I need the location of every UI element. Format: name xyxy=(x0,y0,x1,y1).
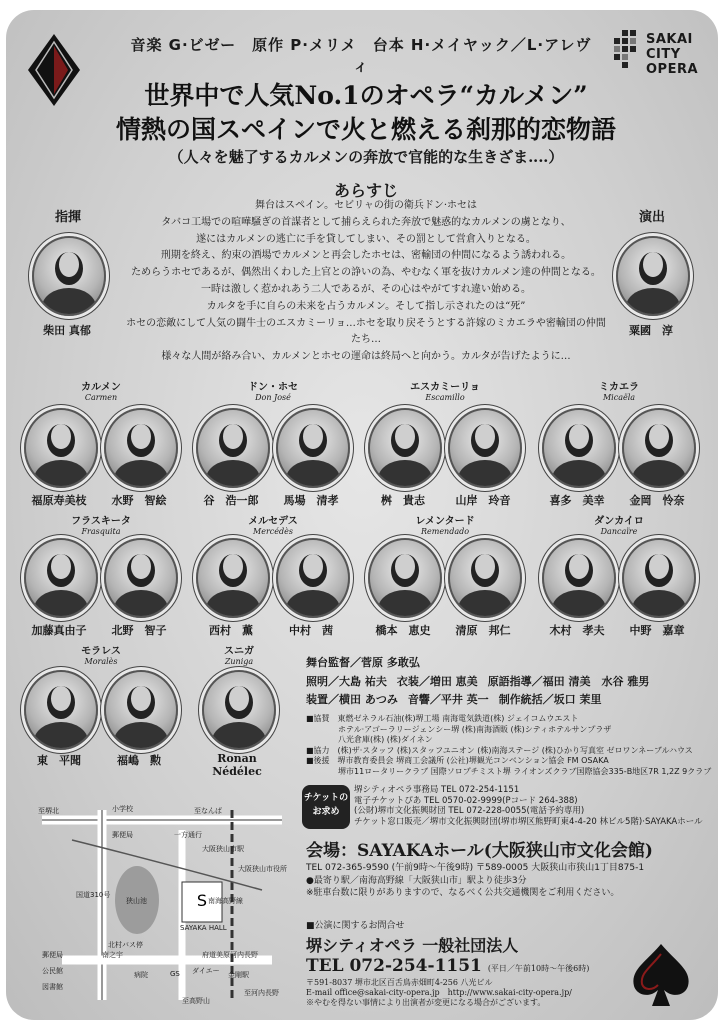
main-title-line2: 情熱の国スペインで火と燃える刹那的恋物語 xyxy=(115,115,616,144)
sponsor-line: 八光倉庫(株) (株)ダイネン xyxy=(306,735,433,744)
logo-line3: OPERA xyxy=(646,62,699,77)
venue-name: 会場：SAYAKAホール(大阪狭山市文化会館) xyxy=(306,841,653,861)
role-dancairo: ダンカイロ Dancaïre xyxy=(594,516,644,536)
staff-item: 衣装／増田 恵美 xyxy=(396,674,478,688)
portrait xyxy=(104,538,178,618)
director-name: 粟國 淳 xyxy=(629,324,673,337)
map-roads xyxy=(32,800,294,1008)
logo-text xyxy=(646,32,698,77)
map-label: GS xyxy=(170,970,180,978)
role-micaela: ミカエラ Micaëla xyxy=(599,382,639,402)
map-label: 郵便局 xyxy=(42,951,63,959)
tel-hours: (平日／午前10時〜午後6時) xyxy=(487,964,590,973)
venue-parking: ※駐車台数に限りがありますので、なるべく公共交通機関をご利用ください。 xyxy=(306,888,620,898)
credits: 音楽 G·ビゼー 原作 P·メリメ 台本 H·メイヤック／L·アレヴィ xyxy=(130,36,592,75)
access-map xyxy=(32,800,294,1008)
map-label: 国道310号 xyxy=(76,891,111,899)
portrait xyxy=(448,538,522,618)
synopsis-line: 刑期を終え、約束の酒場でカルメンと再会したホセは、密輸団の仲間になるよう誘われる。 xyxy=(160,250,572,262)
singer-name: 馬場 清孝 xyxy=(283,494,339,507)
ticket-info xyxy=(354,785,714,827)
staff-list xyxy=(306,654,706,710)
organizer xyxy=(306,918,626,1008)
spade-icon xyxy=(626,940,696,1010)
map-label: 大阪狭山市駅 xyxy=(202,845,244,853)
singer-name: 加藤真由子 xyxy=(31,624,87,637)
portrait xyxy=(24,538,98,618)
map-label: 小学校 xyxy=(112,805,133,813)
sponsor-line: ■協賛 東燃ゼネラル石油(株)堺工場 南海電気鉄道(株) ジェイコムウエスト xyxy=(306,714,579,723)
singer-name: 金岡 怜奈 xyxy=(629,494,685,507)
portrait xyxy=(622,408,696,488)
synopsis-line: タバコ工場での喧嘩騒ぎの首謀者として捕らえられた奔放で魅惑的なカルメンの虜となり、 xyxy=(161,216,571,228)
map-label: 狭山池 xyxy=(126,897,147,905)
ticket-line: 堺シティオペラ事務局 TEL 072-254-1151 xyxy=(354,785,520,795)
director-role: 演出 xyxy=(638,210,665,225)
synopsis-line: 遂にはカルメンの逃亡に手を貸してしまい、その罰として営倉入りとなる。 xyxy=(196,233,536,245)
portrait xyxy=(24,408,98,488)
singer-name: 木村 孝夫 xyxy=(549,624,605,637)
portrait xyxy=(202,670,276,750)
singer-name: 中野 嘉章 xyxy=(629,624,685,637)
map-label: 南海高野線 xyxy=(208,897,243,905)
portrait xyxy=(196,408,270,488)
sakai-city-opera-logo-icon xyxy=(612,30,642,70)
sponsor-line: ■協力 (株)ザ·スタッフ (株)スタッフユニオン (株)南海ステージ (株)ひかり写真室 ゼロワンネーブルハウス xyxy=(306,745,693,755)
map-label: ダイエー xyxy=(192,967,220,975)
portrait xyxy=(104,408,178,488)
singer-name: 福原寿美枝 xyxy=(31,494,87,507)
portrait xyxy=(542,538,616,618)
portrait xyxy=(276,538,350,618)
sponsor-line: 堺市11ロータリークラブ 国際ソロプチミスト堺 ライオンズクラブ国際協会335-B地区7R 1,2Z 9クラブ xyxy=(306,766,712,776)
ticket-line: チケット窓口販売／堺市文化振興財団(堺市堺区熊野町東4-4-20 林ビル5階)·SAYAKAホール xyxy=(354,816,703,827)
role-escamillo: エスカミーリョ Escamillo xyxy=(410,382,480,402)
flyer xyxy=(6,10,718,1020)
conductor-name: 柴田 真郁 xyxy=(43,324,91,337)
organizer-name: 堺シティオペラ 一般社団法人 xyxy=(306,936,519,955)
synopsis-heading: あらすじ xyxy=(333,181,398,200)
director-portrait xyxy=(616,236,690,316)
singer-name: 北野 智子 xyxy=(111,624,167,637)
role-don-jose: ドン・ホセ Don José xyxy=(248,382,298,402)
logo-line2: CITY xyxy=(646,47,681,62)
singer-name: 橋本 恵史 xyxy=(375,624,431,637)
venue-tel: TEL 072-365-9590 (午前9時〜午後9時) 〒589-0005 大阪狭山市狭山1丁目875-1 xyxy=(306,863,645,873)
singer-name: Ronan Nédélec xyxy=(212,752,262,778)
map-label: 府道美原河内長野 xyxy=(202,951,258,959)
portrait xyxy=(104,670,178,750)
svg-text:S: S xyxy=(196,891,208,910)
role-zuniga: スニガ Zuniga xyxy=(224,646,254,666)
sponsor-list xyxy=(306,714,716,777)
synopsis-line: ホセの恋敵にして人気の闘牛士のエスカミーリョ…ホセを取り戻そうとする許嫁のミカエラや密輸団の仲間たち… xyxy=(126,317,606,346)
sponsor-line: ホテル·アゴーラリージェンシー堺 (株)南海酒販 (株)シティホテルサンプラザ xyxy=(306,724,612,734)
map-label: 至なんば xyxy=(194,807,222,815)
portrait xyxy=(448,408,522,488)
singer-name: 谷 浩一郎 xyxy=(203,494,259,507)
staff-item: 原語指導／福田 清美 水谷 雅男 xyxy=(487,674,650,688)
role-carmen: カルメン Carmen xyxy=(81,382,121,402)
singer-name: 山岸 玲音 xyxy=(455,494,511,507)
role-remendado: レメンタード Remendado xyxy=(415,516,475,536)
organizer-note: ※やむを得ない事情により出演者が変更になる場合がございます。 xyxy=(306,998,546,1007)
portrait xyxy=(276,408,350,488)
portrait xyxy=(542,408,616,488)
ticket-line: (公財)堺市文化振興財団 TEL 072-228-0055(電話予約専用) xyxy=(354,806,585,816)
role-frasquita: フラスキータ Frasquita xyxy=(71,516,131,536)
synopsis-text xyxy=(126,198,606,366)
map-label: 病院 xyxy=(134,971,148,979)
map-label: 郵便局 xyxy=(112,831,133,839)
singer-name: 喜多 美幸 xyxy=(549,494,605,507)
map-label: 金剛駅 xyxy=(228,971,249,979)
map-label: 北村バス停 xyxy=(108,941,143,949)
singer-name: 西村 薫 xyxy=(209,624,253,637)
map-label: 至堺北 xyxy=(38,807,59,815)
map-label: SAYAKA HALL xyxy=(180,924,227,932)
singer-name: 水野 智絵 xyxy=(111,494,167,507)
inquiry-label: ■公演に関するお問合せ xyxy=(306,921,405,931)
staff-item: 制作統括／坂口 茉里 xyxy=(498,693,602,706)
synopsis-line: ためらうホセであるが、偶然出くわした上官との諍いの為、やむなく軍を抜けカルメン達の仲間となる。 xyxy=(131,267,601,279)
venue-info xyxy=(306,862,716,900)
singer-name: 福嶋 勲 xyxy=(117,754,161,767)
ticket-line: 電子チケットぴあ TEL 0570-02-9999(Pコード 264-388) xyxy=(354,795,578,806)
map-label: 公民館 xyxy=(42,967,63,975)
map-label: 大阪狭山市役所 xyxy=(238,865,287,873)
singer-name: 清原 邦仁 xyxy=(455,624,511,637)
logo-line1: SAKAI xyxy=(646,32,693,47)
portrait xyxy=(622,538,696,618)
organizer-web[interactable]: E-mail office@sakai-city-opera.jp http://www.sakai-city-opera.jp/ xyxy=(306,988,572,997)
synopsis-line: 様々な人間が絡み合い、カルメンとホセの運命は終局へと向かう。カルタが告げたように… xyxy=(161,351,571,363)
singer-name: 桝 貴志 xyxy=(381,494,425,507)
portrait xyxy=(24,670,98,750)
staff-item: 装置／横田 あつみ xyxy=(306,693,398,706)
map-label: 至河内長野 xyxy=(244,989,279,997)
synopsis-line: 舞台はスペイン。セビリャの街の衛兵ドン·ホセは xyxy=(254,200,478,211)
tickets-badge: チケットの お求め xyxy=(302,785,350,829)
synopsis-line: カルタを手に自らの未来を占うカルメン。そして指し示されたのは“死” xyxy=(206,300,526,312)
staff-item: 照明／大島 祐夫 xyxy=(306,674,387,688)
stage-supervisor: 舞台監督／菅原 多敢弘 xyxy=(306,656,420,669)
conductor-portrait xyxy=(32,236,106,316)
map-label: 図書館 xyxy=(42,983,63,991)
synopsis-line: 一時は激しく惹かれあう二人であるが、その心はやがてすれ違い始める。 xyxy=(201,283,531,295)
organizer-address: 〒591-8037 堺市北区百舌鳥赤畑町4-256 八光ビル xyxy=(306,978,493,987)
map-label: 南之宇 xyxy=(102,951,123,959)
map-label: 一方通行 xyxy=(174,831,202,839)
singer-name: 中村 茜 xyxy=(289,624,333,637)
sponsor-line: ■後援 堺市教育委員会 堺商工会議所 (公社)堺観光コンベンション協会 FM OSAKA xyxy=(306,756,609,765)
singer-name: 東 平聞 xyxy=(37,754,81,767)
venue-access: ●最寄り駅／南海高野線「大阪狭山市」駅より徒歩3分 xyxy=(306,875,527,886)
subtitle: （人々を魅了するカルメンの奔放で官能的な生きざま‥‥） xyxy=(168,148,564,166)
main-title-line1: 世界中で人気No.1のオペラ“カルメン” xyxy=(144,81,588,110)
role-mercedes: メルセデス Mercédès xyxy=(248,516,298,536)
organizer-tel[interactable]: TEL 072-254-1151 xyxy=(306,956,482,976)
portrait xyxy=(368,538,442,618)
staff-item: 音響／平井 英一 xyxy=(407,693,489,706)
role-morales: モラレス Moralès xyxy=(81,646,121,666)
portrait xyxy=(196,538,270,618)
map-label: 至高野山 xyxy=(182,997,210,1005)
portrait xyxy=(368,408,442,488)
conductor-role: 指揮 xyxy=(54,210,81,225)
